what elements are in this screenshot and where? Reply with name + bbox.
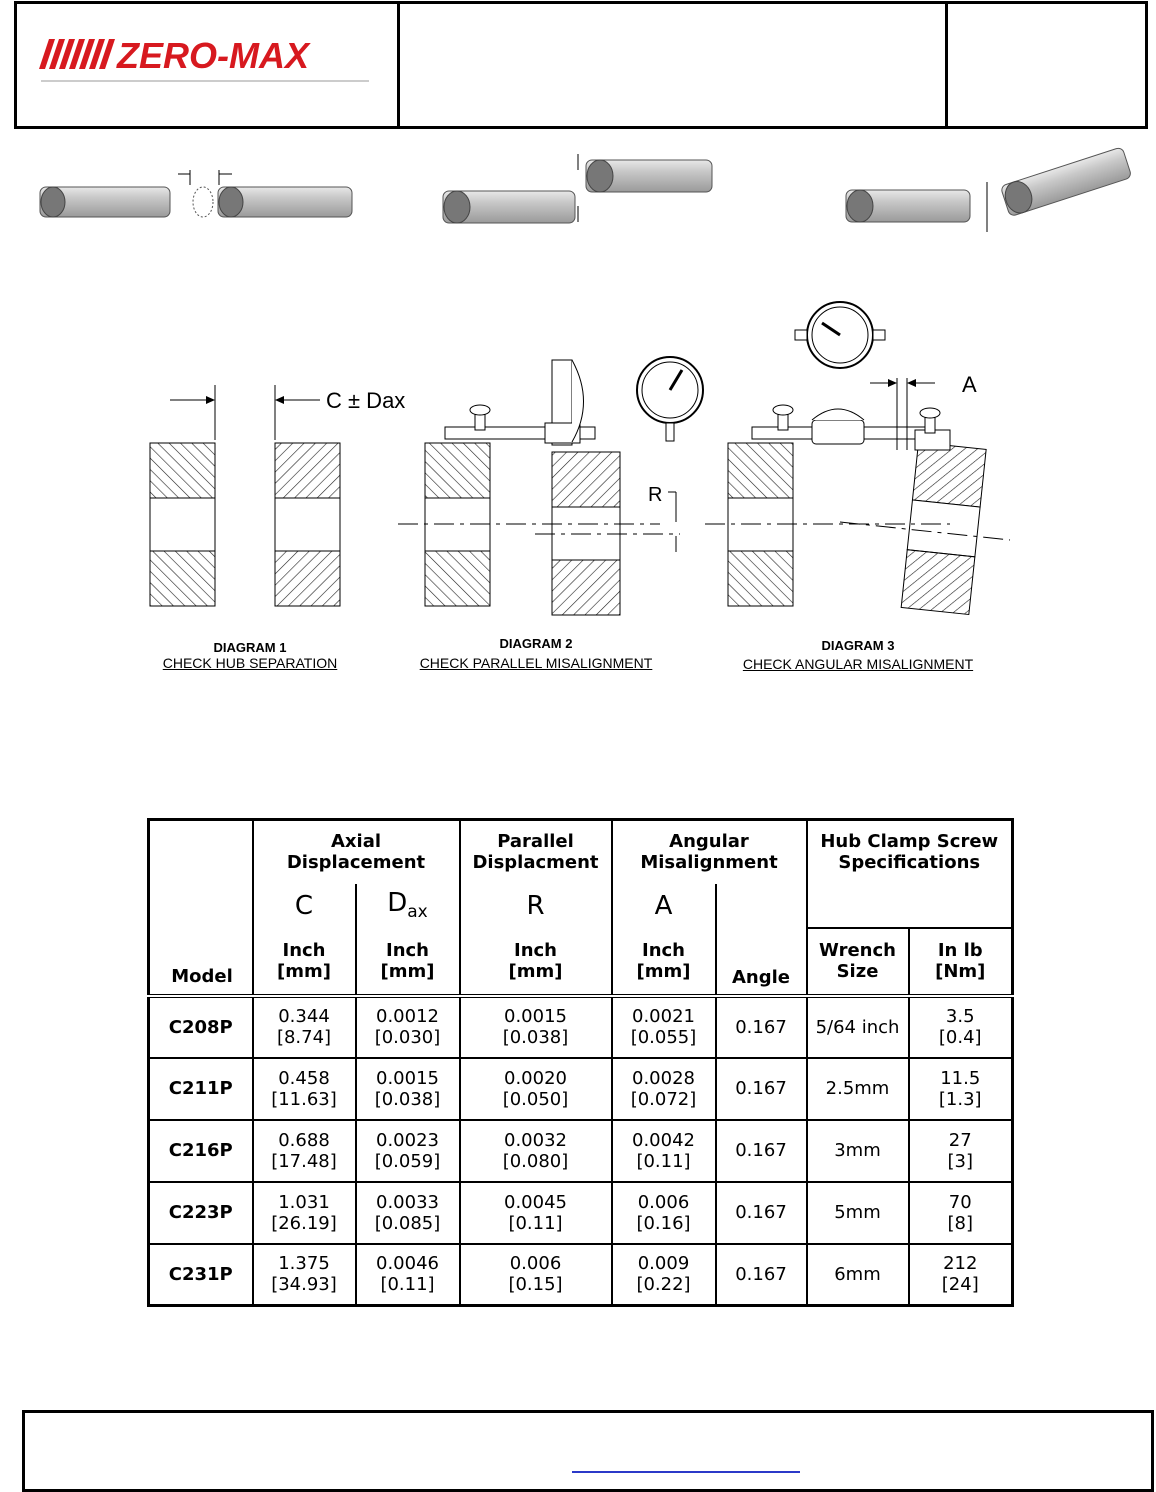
angular-header-line1: Angular (669, 831, 749, 853)
torque-header (909, 928, 1013, 996)
cell-value-inlb: 27 (948, 1129, 972, 1151)
header-divider (945, 4, 948, 126)
cell-value-mm: [0.050] (502, 1088, 569, 1110)
table-cell-angle: 0.167 (716, 1244, 807, 1306)
a-units (612, 928, 716, 996)
diagram-2-subtitle: CHECK PARALLEL MISALIGNMENT (419, 655, 653, 671)
cell-value-inlb: 3.5 (945, 1006, 975, 1027)
footer-link-underline[interactable] (572, 1471, 800, 1473)
cell-value-mm: [26.19] (271, 1212, 337, 1234)
c-units (253, 928, 356, 996)
axial-header-line1: Axial (330, 831, 382, 853)
hub-clamp-header-line1: Hub Clamp Screw (820, 831, 999, 853)
cell-value-inch: 1.375 (278, 1253, 330, 1275)
table-cell (356, 996, 460, 1058)
cell-value-inch: 0.0020 (504, 1067, 567, 1089)
hub-clamp-header-line2: Specifications (838, 852, 981, 874)
r-unit-inch: Inch (514, 939, 557, 961)
c-unit-mm: [mm] (277, 960, 331, 982)
table-row-model: C223P (149, 1182, 253, 1244)
diagram-2-caption (400, 636, 672, 671)
cell-value-inch: 0.0015 (376, 1067, 439, 1089)
model-header: Model (171, 966, 233, 987)
cell-value-inch: 0.006 (509, 1253, 562, 1275)
table-cell (460, 1058, 612, 1120)
table-cell (253, 1182, 356, 1244)
cell-value-mm: [0.16] (636, 1212, 691, 1234)
cell-value-mm: [0.080] (502, 1150, 569, 1172)
cell-value-mm: [0.030] (374, 1027, 441, 1048)
table-cell (612, 1058, 716, 1120)
cell-value-inlb: 11.5 (940, 1067, 981, 1089)
cell-value-mm: [0.085] (374, 1212, 441, 1234)
cell-value-mm: [0.11] (508, 1212, 563, 1234)
table-cell (909, 1120, 1013, 1182)
diagram-1-subtitle: CHECK HUB SEPARATION (162, 655, 338, 671)
c-unit-inch: Inch (282, 939, 326, 961)
cell-value-inch: 0.688 (278, 1129, 330, 1151)
spec-rows (149, 996, 1013, 1306)
table-cell (460, 1244, 612, 1306)
wrench-header-line2: Size (836, 961, 879, 982)
table-cell-wrench: 2.5mm (807, 1058, 909, 1120)
cell-value-inch: 0.458 (278, 1067, 330, 1089)
cell-value-mm: [0.038] (374, 1088, 441, 1110)
cell-value-inlb: 212 (943, 1253, 978, 1275)
diagram-3-subtitle: CHECK ANGULAR MISALIGNMENT (742, 656, 974, 672)
symbol-d-subscript: ax (407, 902, 428, 923)
cell-value-nm: [24] (941, 1274, 979, 1296)
cell-value-nm: [0.4] (938, 1027, 982, 1048)
specification-table (147, 818, 1014, 1307)
table-cell (612, 1244, 716, 1306)
table-cell (356, 1182, 460, 1244)
dax-unit-inch: Inch (386, 939, 429, 961)
dax-unit-mm: [mm] (380, 960, 435, 982)
table-cell (612, 1182, 716, 1244)
table-cell (253, 1244, 356, 1306)
table-cell (909, 1244, 1013, 1306)
diagram-2-title: DIAGRAM 2 (499, 636, 573, 651)
cell-value-inch: 0.0023 (376, 1129, 439, 1151)
diagram-3-dimension: A (962, 372, 977, 397)
wrench-header (807, 928, 909, 996)
cell-value-nm: [8] (947, 1212, 973, 1234)
axial-header-line2: Displacement (286, 852, 426, 874)
torque-header-line2: [Nm] (935, 961, 986, 982)
cell-value-mm: [0.11] (636, 1150, 691, 1172)
table-cell (909, 1058, 1013, 1120)
cell-value-inch: 0.0045 (504, 1191, 567, 1213)
footer-box (22, 1410, 1154, 1492)
table-cell-wrench: 6mm (807, 1244, 909, 1306)
table-cell-wrench: 5/64 inch (807, 996, 909, 1058)
table-cell-wrench: 3mm (807, 1120, 909, 1182)
cell-value-inch: 0.0032 (504, 1129, 567, 1151)
table-cell (253, 1058, 356, 1120)
cell-value-nm: [1.3] (938, 1088, 982, 1110)
brand-text: ZERO-MAX (117, 35, 309, 76)
axial-shafts (40, 170, 352, 217)
cell-value-inch: 0.0046 (376, 1253, 439, 1275)
diagram-2-hubs (398, 357, 703, 615)
cell-value-mm: [0.072] (630, 1088, 697, 1110)
cell-value-mm: [17.48] (271, 1150, 337, 1172)
symbol-a: A (612, 884, 716, 928)
cell-value-mm: [0.055] (630, 1027, 697, 1048)
table-row-model: C211P (149, 1058, 253, 1120)
cell-value-nm: [3] (947, 1150, 973, 1172)
zero-max-logo-graphic (29, 34, 369, 89)
dax-units (356, 928, 460, 996)
axial-header (253, 820, 460, 884)
r-unit-mm: [mm] (508, 960, 563, 982)
cell-value-mm: [11.63] (271, 1088, 337, 1110)
table-row-model: C231P (149, 1244, 253, 1306)
diagram-2-dimension: R (648, 484, 663, 506)
cell-value-inlb: 70 (948, 1191, 972, 1213)
symbol-c: C (253, 884, 356, 928)
table-cell (356, 1244, 460, 1306)
symbol-r: R (460, 884, 612, 928)
table-row-model: C208P (149, 996, 253, 1058)
cell-value-inch: 0.0012 (376, 1006, 439, 1027)
symbol-blank (716, 884, 807, 928)
table-cell (460, 1182, 612, 1244)
table-cell (909, 1182, 1013, 1244)
cell-value-mm: [0.22] (636, 1274, 691, 1296)
r-units (460, 928, 612, 996)
table-cell (253, 996, 356, 1058)
cell-value-inch: 0.344 (278, 1006, 330, 1027)
table-cell (460, 996, 612, 1058)
header-box (14, 1, 1148, 129)
cell-value-inch: 0.0021 (632, 1006, 695, 1027)
cell-value-mm: [34.93] (271, 1274, 337, 1296)
table-cell-angle: 0.167 (716, 1058, 807, 1120)
table-cell (253, 1120, 356, 1182)
table-cell (356, 1120, 460, 1182)
angular-header-line2: Misalignment (640, 852, 778, 874)
cell-value-inch: 0.009 (637, 1253, 690, 1275)
angle-header: Angle (716, 928, 807, 996)
cell-value-inch: 0.0015 (504, 1006, 567, 1027)
table-cell-angle: 0.167 (716, 1182, 807, 1244)
a-unit-mm: [mm] (636, 960, 691, 982)
table-cell-angle: 0.167 (716, 996, 807, 1058)
parallel-header (460, 820, 612, 884)
hub-symbol-blank (807, 884, 1013, 928)
symbol-dax (356, 884, 460, 928)
table-cell (460, 1120, 612, 1182)
table-cell-wrench: 5mm (807, 1182, 909, 1244)
cell-value-mm: [0.15] (508, 1274, 563, 1296)
table-cell (356, 1058, 460, 1120)
diagram-3-title: DIAGRAM 3 (821, 638, 895, 653)
diagram-1-dimension: C ± Dax (326, 388, 406, 413)
cell-value-inch: 0.0042 (632, 1129, 695, 1151)
cell-value-mm: [0.11] (380, 1274, 435, 1296)
diagram-1-hubs (150, 385, 405, 606)
header-divider (397, 4, 400, 126)
diagram-3-hubs (705, 302, 1010, 615)
parallel-header-line2: Displacment (472, 852, 599, 874)
shaft-misalignment-illustrations (0, 140, 1156, 250)
table-cell (612, 1120, 716, 1182)
angular-shafts (846, 147, 1132, 232)
hub-clamp-header (807, 820, 1013, 884)
wrench-header-line1: Wrench (819, 940, 896, 961)
diagram-1-title: DIAGRAM 1 (213, 640, 287, 655)
table-row-model: C216P (149, 1120, 253, 1182)
cell-value-inch: 1.031 (278, 1191, 330, 1213)
cell-value-inch: 0.0033 (376, 1191, 439, 1213)
torque-header-line1: In lb (937, 940, 983, 961)
angular-header (612, 820, 807, 884)
alignment-diagrams (140, 290, 1020, 690)
zero-max-logo (29, 34, 369, 89)
parallel-header-line1: Parallel (497, 831, 574, 853)
symbol-d: D (387, 888, 408, 919)
table-cell (909, 996, 1013, 1058)
a-unit-inch: Inch (642, 939, 685, 961)
table-cell (612, 996, 716, 1058)
cell-value-mm: [0.038] (502, 1027, 569, 1048)
cell-value-mm: [0.059] (374, 1150, 441, 1172)
parallel-shafts (443, 154, 712, 223)
diagram-3-caption (722, 638, 994, 672)
cell-value-mm: [8.74] (276, 1027, 332, 1048)
cell-value-inch: 0.0028 (632, 1067, 695, 1089)
diagram-1-caption (150, 640, 350, 671)
table-cell-angle: 0.167 (716, 1120, 807, 1182)
cell-value-inch: 0.006 (637, 1191, 690, 1213)
